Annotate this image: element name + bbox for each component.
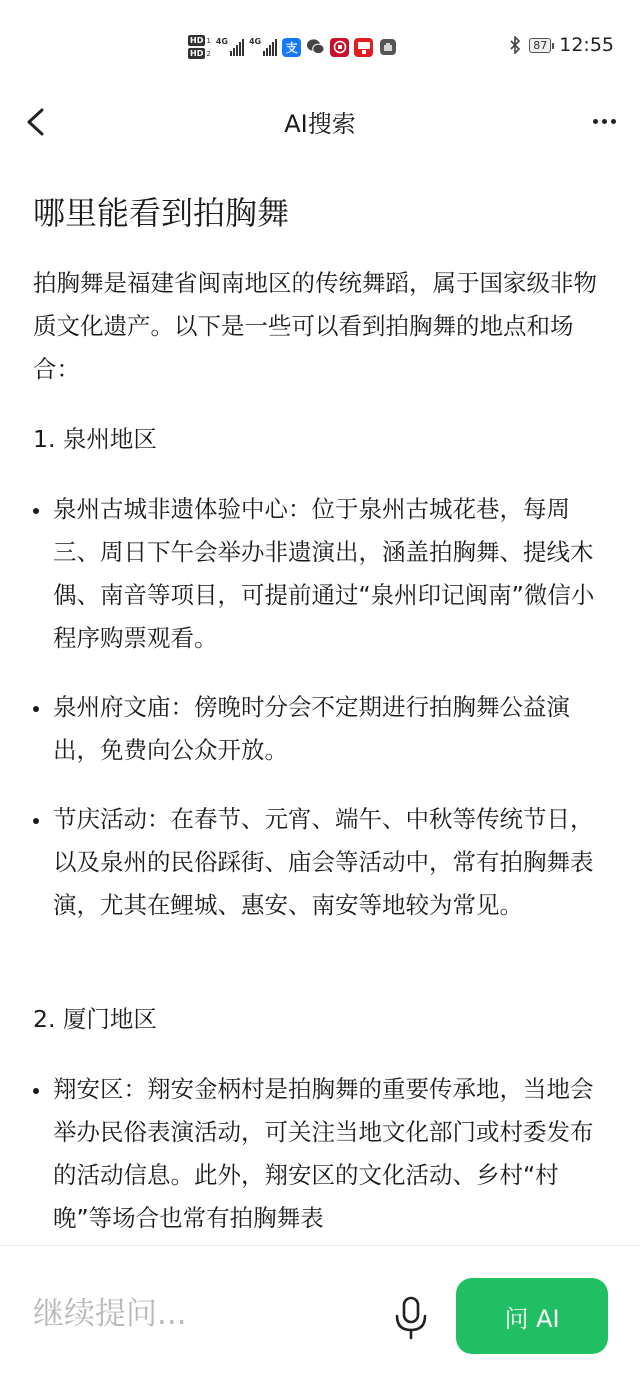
page-title: AI搜索 xyxy=(284,110,356,138)
status-icons-left xyxy=(188,30,397,64)
signal-1-icon xyxy=(216,38,244,56)
bluetooth-icon xyxy=(509,36,521,54)
more-button[interactable] xyxy=(586,106,622,136)
bullet-icon xyxy=(33,1088,39,1094)
bank-app-icon xyxy=(330,38,349,57)
section-heading: 1. 泉州地区 xyxy=(33,425,157,453)
microphone-icon xyxy=(390,1294,434,1342)
list-item-text: 翔安区：翔安金柄村是拍胸舞的重要传承地，当地会举办民俗表演活动，可关注当地文化部门或村委发布的活动信息。此外，翔安区的文化活动、乡村“村晚”等场合也常有拍胸舞表 xyxy=(53,1075,594,1232)
list-item xyxy=(33,798,608,927)
more-dot xyxy=(611,119,616,124)
hd-indicators xyxy=(188,35,211,59)
signal-2-label: 4G xyxy=(248,37,262,46)
more-dot xyxy=(593,119,598,124)
status-icons-right xyxy=(509,34,614,56)
list-item-text: 泉州府文庙：傍晚时分会不定期进行拍胸舞公益演出，免费向公众开放。 xyxy=(53,693,570,764)
hd-1-label: HD xyxy=(190,36,204,45)
more-dot xyxy=(602,119,607,124)
status-time: 12:55 xyxy=(559,34,614,56)
bullet-icon xyxy=(33,706,39,712)
answer-intro: 拍胸舞是福建省闽南地区的传统舞蹈，属于国家级非物质文化遗产。以下是一些可以看到拍胸舞的地点和场合： xyxy=(33,269,597,383)
bullet-icon xyxy=(33,818,39,824)
ask-ai-button[interactable]: 问 AI xyxy=(456,1278,608,1354)
hand-app-icon xyxy=(378,38,397,57)
hd-1-number: 1 xyxy=(206,36,211,45)
follow-up-input[interactable] xyxy=(33,1286,373,1342)
status-bar xyxy=(0,0,640,90)
list-item xyxy=(33,686,608,772)
section-heading: 2. 厦门地区 xyxy=(33,1005,157,1033)
nav-bar xyxy=(0,90,640,152)
news-app-icon xyxy=(354,38,373,57)
question-title: 哪里能看到拍胸舞 xyxy=(33,194,290,232)
list-item xyxy=(33,488,608,660)
list-item-text: 泉州古城非遗体验中心：位于泉州古城花巷，每周三、周日下午会举办非遗演出，涵盖拍胸舞、提线木偶、南音等项目，可提前通过“泉州印记闽南”微信小程序购票观看。 xyxy=(53,495,595,652)
hd-1-indicator xyxy=(188,35,211,46)
bottom-input-bar xyxy=(0,1245,640,1387)
answer-content[interactable] xyxy=(0,160,640,1245)
alipay-icon: 支 xyxy=(282,38,301,57)
hd-2-number: 2 xyxy=(206,49,211,58)
signal-2-icon xyxy=(249,38,277,56)
wechat-icon xyxy=(306,38,325,57)
bullet-icon xyxy=(33,508,39,514)
hd-2-label: HD xyxy=(190,49,204,58)
list-item xyxy=(33,1068,608,1240)
voice-input-button[interactable] xyxy=(390,1294,434,1342)
battery-indicator: 87 xyxy=(529,38,551,53)
hd-2-indicator xyxy=(188,48,211,59)
signal-1-label: 4G xyxy=(215,37,228,46)
list-item-text: 节庆活动：在春节、元宵、端午、中秋等传统节日，以及泉州的民俗踩街、庙会等活动中，常有拍胸舞表演，尤其在鲤城、惠安、南安等地较为常见。 xyxy=(53,805,594,919)
